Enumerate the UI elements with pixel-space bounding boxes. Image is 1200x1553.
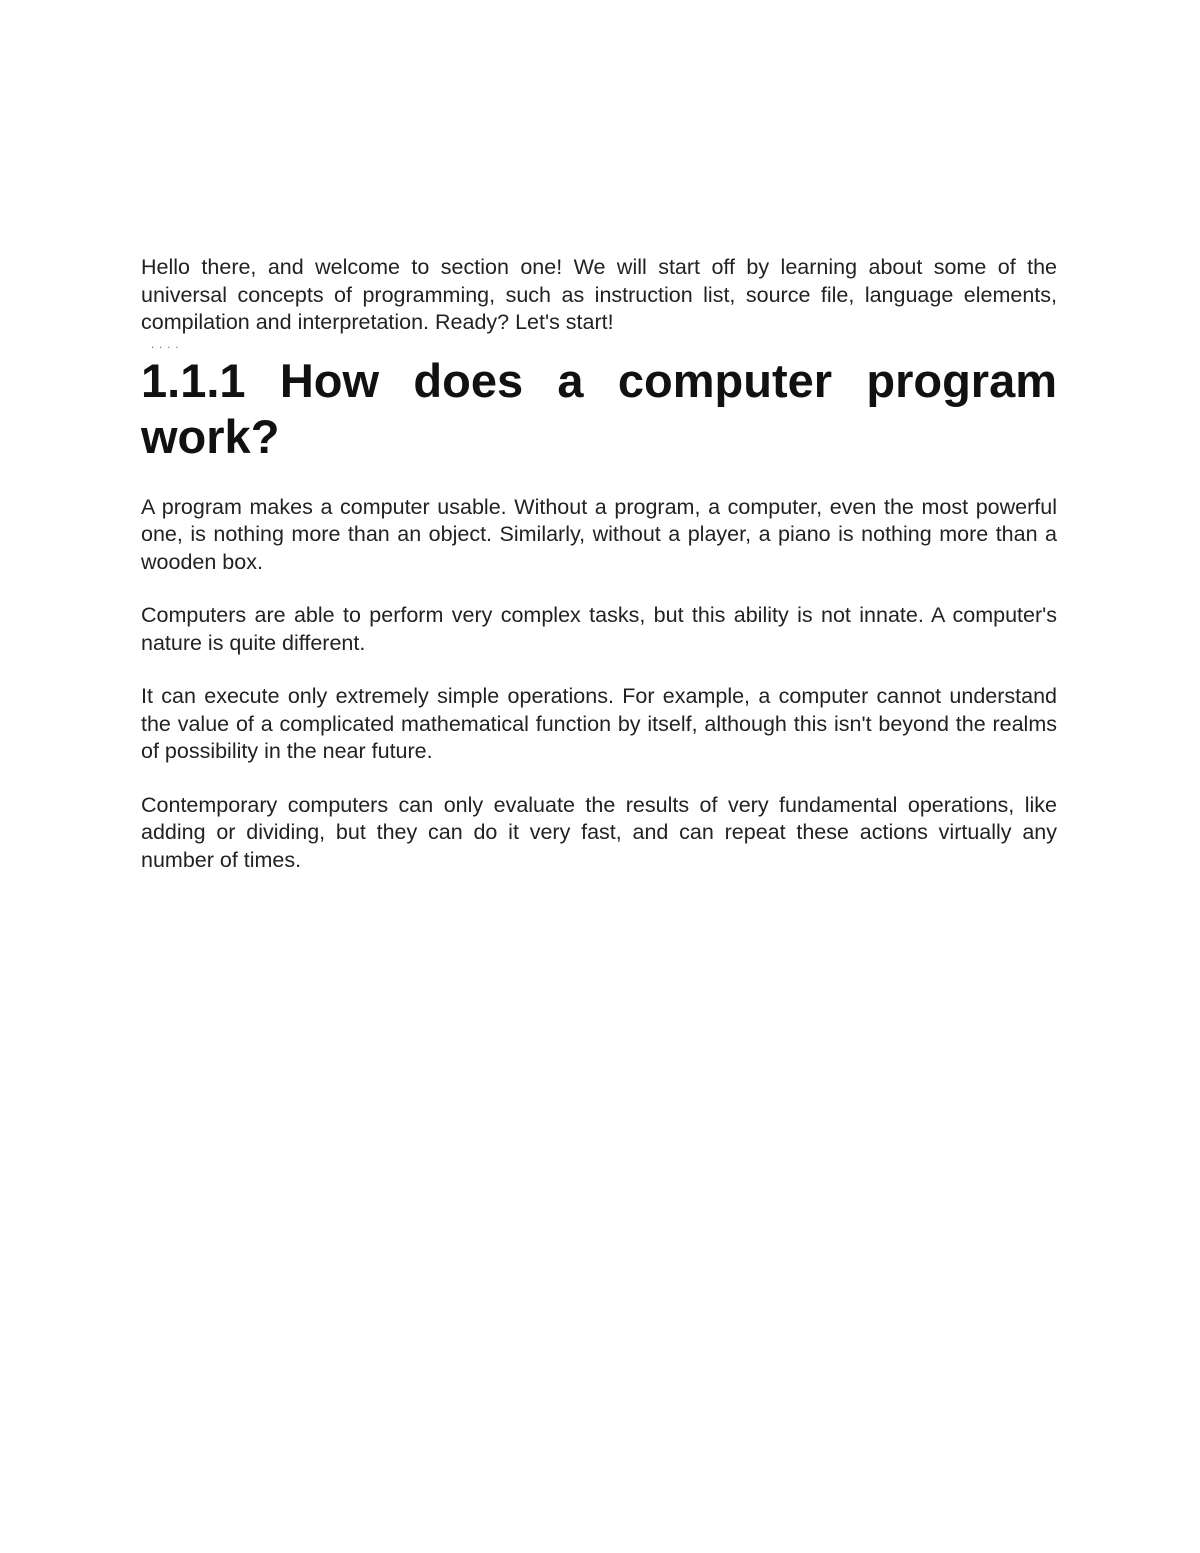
separator-dots: . . . . [151,338,180,351]
intro-paragraph: Hello there, and welcome to section one! We will start off by learning about some of the universal concepts of programming, such as instruction list, source file, language elements, compilation and interpretation. Ready? Let's start! [141,255,1057,334]
body-paragraph: Computers are able to perform very complex tasks, but this ability is not innate. A computer's nature is quite different. [141,603,1057,655]
body-paragraph: A program makes a computer usable. Without a program, a computer, even the most powerful one, is nothing more than an object. Similarly, without a player, a piano is nothing more than a wooden box. [141,494,1057,574]
body-paragraph: Contemporary computers can only evaluate the results of very fundamental operations, like adding or dividing, but they can do it very fast, and can repeat these actions virtually any number of times. [141,792,1057,872]
document-page [141,254,1057,874]
body-paragraph: It can execute only extremely simple operations. For example, a computer cannot understand the value of a complicated mathematical function by itself, although this isn't beyond the realms of possibility in the near future. [141,684,1057,763]
section-heading: 1.1.1 How does a computer program work? [141,353,1057,463]
